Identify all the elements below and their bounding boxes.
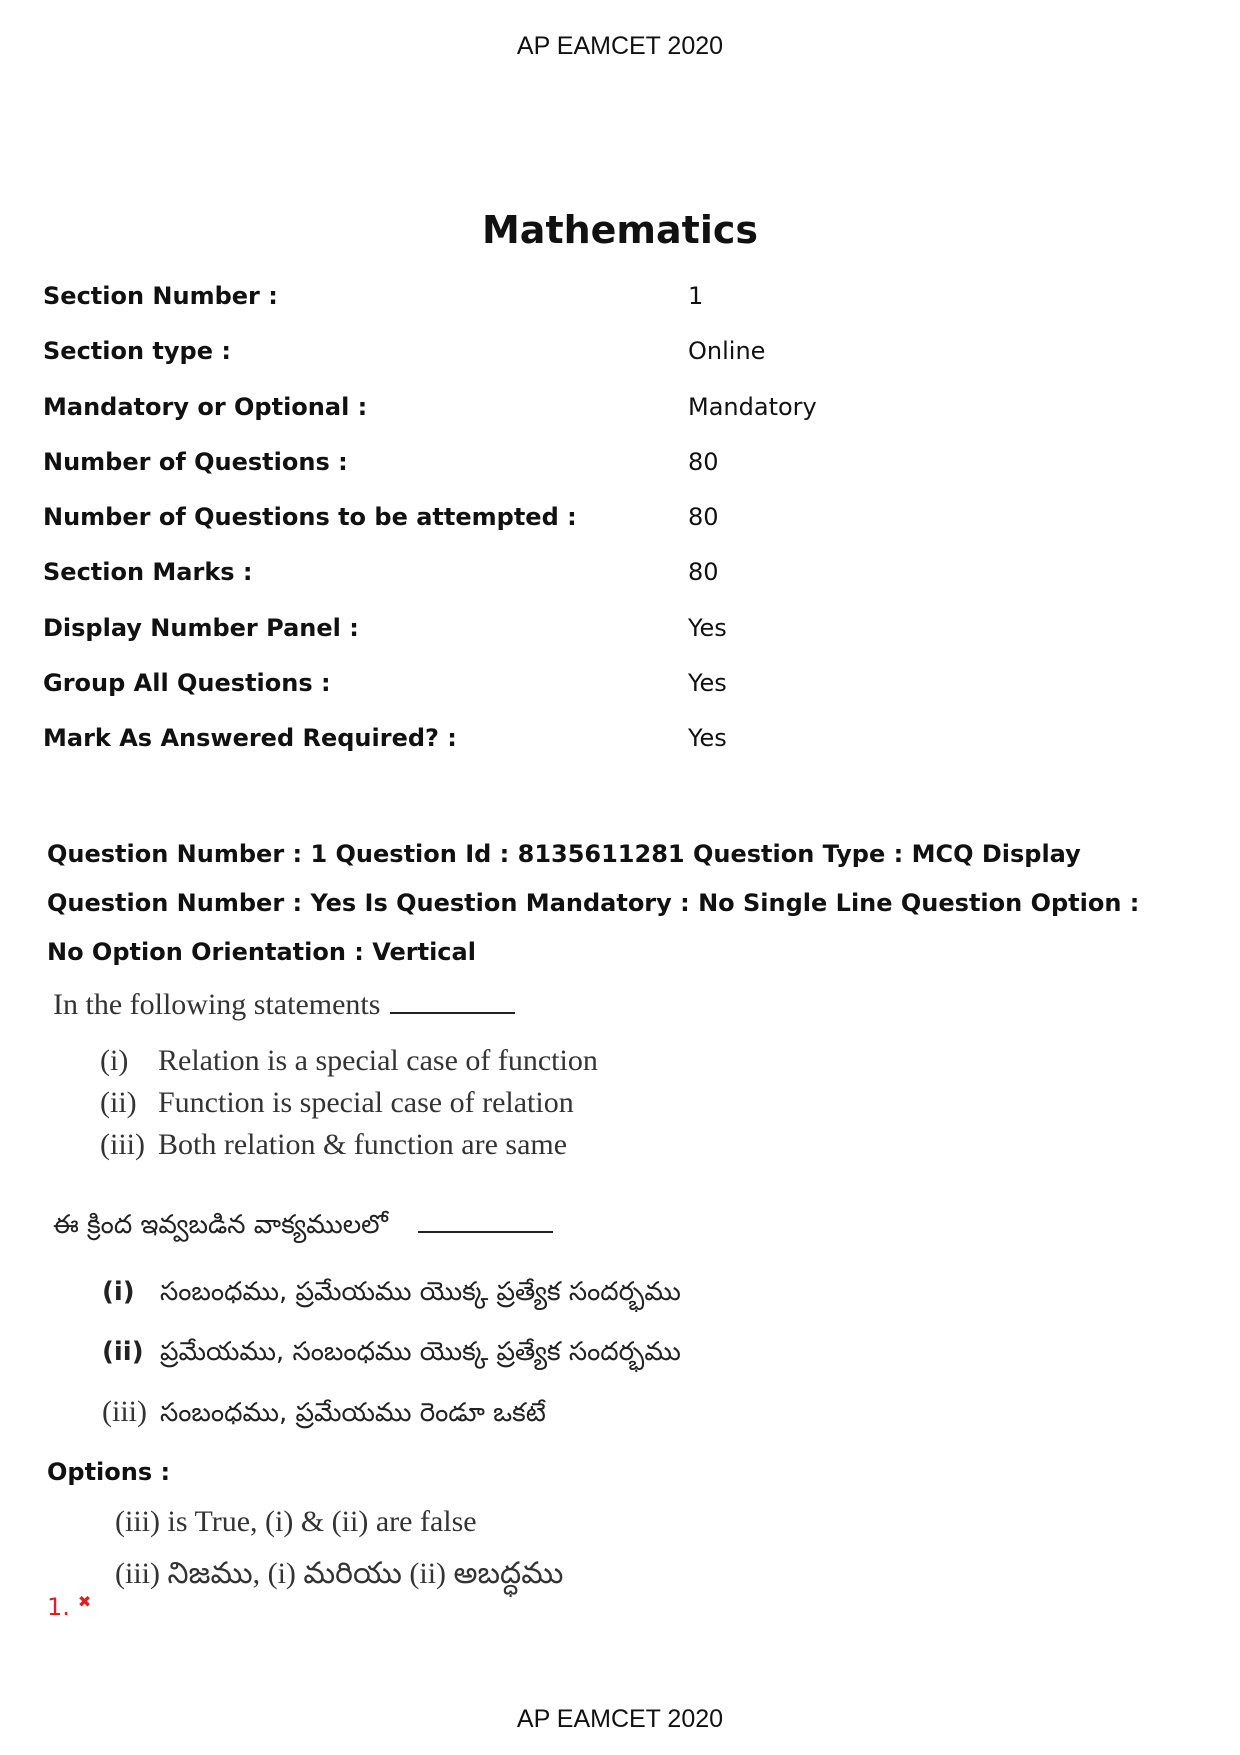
statement-item [102, 1270, 681, 1330]
statement-item [102, 1330, 681, 1390]
info-value: 80 [688, 503, 719, 532]
statements-english [100, 1040, 598, 1166]
statement-text: ప్రమేయము, సంబంధము యొక్క ప్రత్యేక సందర్భము [160, 1337, 681, 1367]
fill-blank-line [390, 992, 515, 1014]
statement-item [100, 1124, 598, 1166]
info-label: Section Marks : [43, 558, 253, 587]
info-row-questions-to-attempt [43, 503, 1193, 558]
info-label: Section Number : [43, 282, 278, 310]
statement-number: (iii) [100, 1128, 145, 1161]
section-info-table [43, 282, 1193, 780]
info-row-display-number-panel [43, 614, 1193, 669]
statements-telugu [102, 1270, 681, 1450]
statement-text: సంబంధము, ప్రమేయము రెండూ ఒకటే [160, 1398, 546, 1428]
info-row-section-type [43, 337, 1193, 392]
statement-item [100, 1040, 598, 1082]
statement-number: (i) [100, 1044, 129, 1077]
cross-icon: ✖ [77, 1592, 92, 1611]
statement-text: సంబంధము, ప్రమేయము యొక్క ప్రత్యేక సందర్భము [160, 1277, 681, 1307]
statement-text: Relation is a special case of function [158, 1044, 598, 1077]
info-label: Section type : [43, 337, 231, 366]
info-label: Group All Questions : [43, 669, 331, 698]
info-row-mark-as-answered [43, 724, 1193, 779]
stem-text: ఈ క్రింద ఇవ్వబడిన వాక్యములలో [53, 1210, 388, 1240]
info-label: Mandatory or Optional : [43, 392, 368, 421]
stem-text: In the following statements [53, 988, 381, 1021]
info-value: 80 [688, 558, 719, 587]
info-value: Online [688, 337, 766, 366]
section-title: Mathematics [481, 208, 759, 252]
info-value: 80 [688, 447, 719, 476]
info-label: Number of Questions to be attempted : [43, 503, 577, 532]
info-value: Yes [688, 669, 727, 698]
info-row-section-marks [43, 558, 1193, 613]
question-meta: Question Number : 1 Question Id : 8135611281 Question Type : MCQ Display Question Number : Yes Is Question Mandatory : No Single Line Question Option : No Option Orientation : Vertical [47, 840, 1140, 966]
page-header: AP EAMCET 2020 [516, 32, 724, 60]
options-label: Options : [47, 1458, 171, 1486]
option-1-text-english: (iii) is True, (i) & (ii) are false [115, 1505, 477, 1538]
question-stem-english [53, 988, 515, 1022]
statement-number: (ii) [102, 1337, 144, 1367]
statement-item [100, 1082, 598, 1124]
question-stem-telugu [53, 1210, 553, 1246]
statement-text: Both relation & function are same [158, 1128, 568, 1161]
option-1-text-telugu: (iii) నిజము, (i) మరియు (ii) అబద్ధము [115, 1557, 564, 1590]
statement-number: (i) [102, 1277, 135, 1307]
info-row-group-all-questions [43, 669, 1193, 724]
statement-number: (iii) [102, 1395, 147, 1428]
page-footer: AP EAMCET 2020 [516, 1705, 724, 1733]
info-label: Display Number Panel : [43, 613, 359, 642]
info-label: Mark As Answered Required? : [43, 724, 457, 753]
option-number: 1. [47, 1593, 70, 1621]
fill-blank-line [418, 1211, 553, 1233]
info-row-section-number [43, 282, 1193, 337]
info-value: Mandatory [688, 392, 817, 421]
option-1-marker [47, 1592, 91, 1621]
statement-text: Function is special case of relation [158, 1086, 574, 1119]
info-value: Yes [688, 724, 727, 753]
info-row-mandatory [43, 393, 1193, 448]
statement-number: (ii) [100, 1086, 137, 1119]
info-label: Number of Questions : [43, 447, 348, 476]
info-value: 1 [688, 282, 704, 310]
statement-item [102, 1390, 681, 1450]
info-value: Yes [688, 613, 727, 642]
info-row-number-of-questions [43, 448, 1193, 503]
